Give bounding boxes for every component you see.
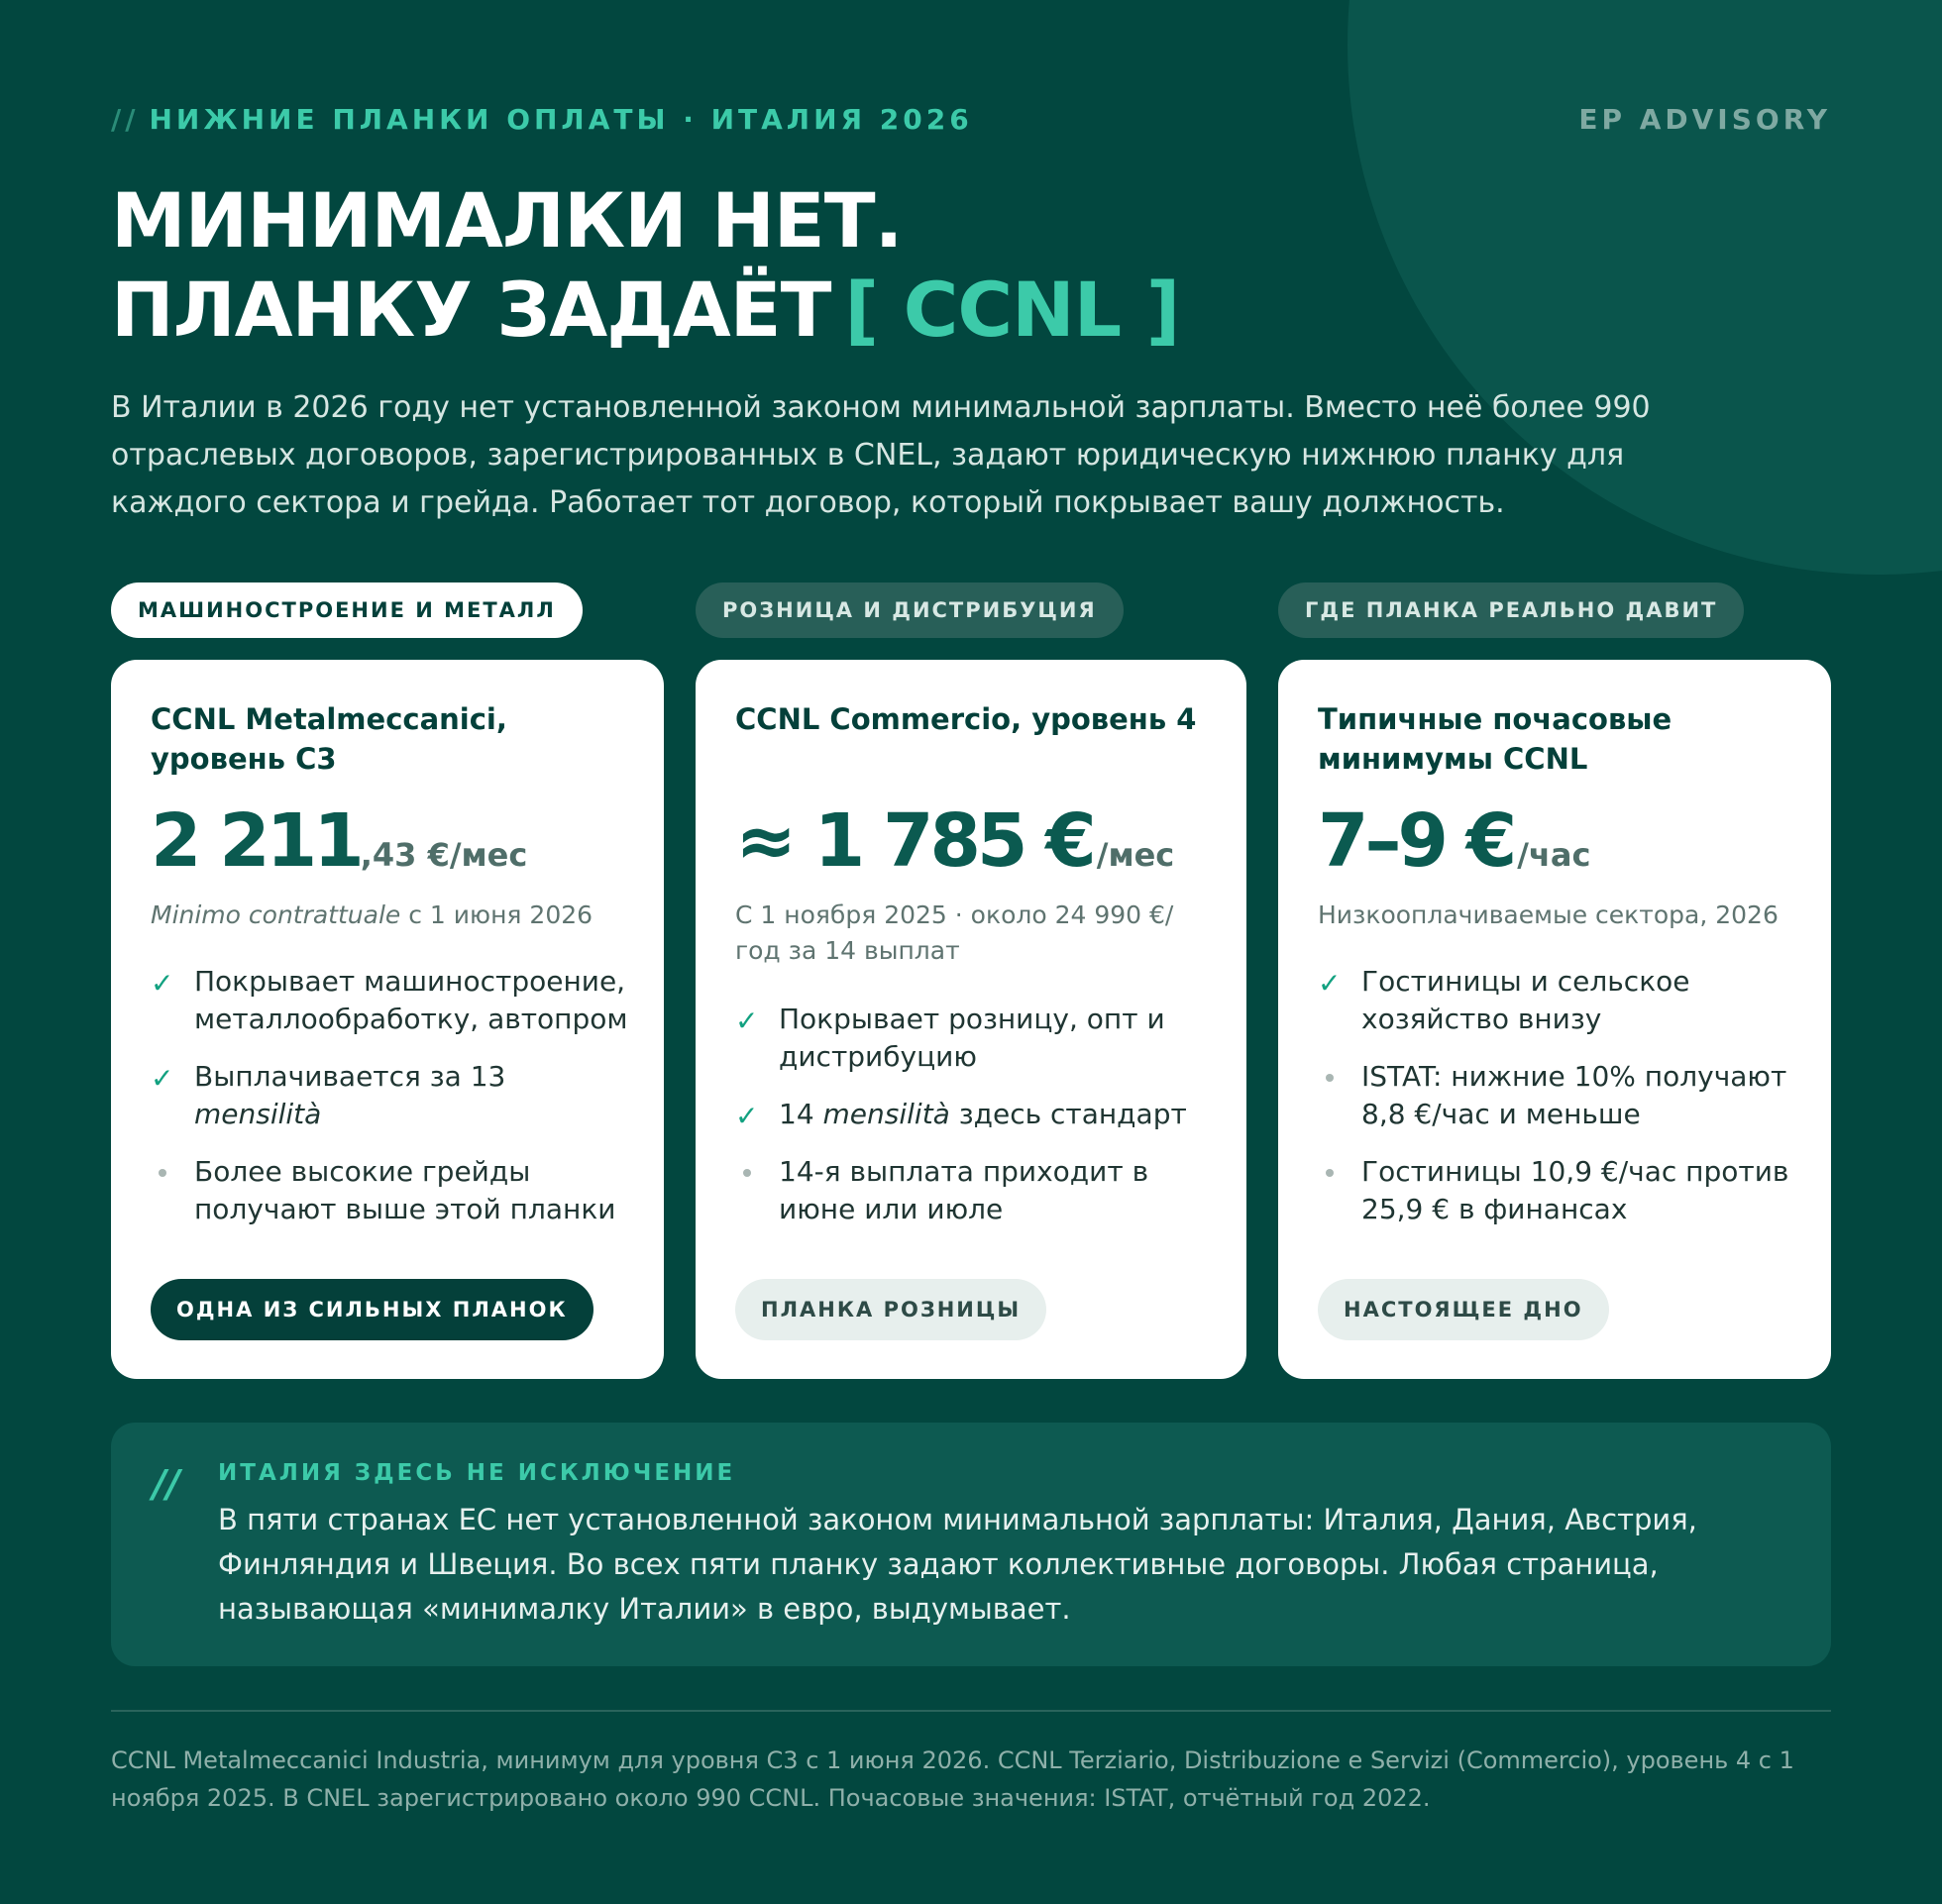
infographic	[111, 0, 1831, 1904]
card-title: Типичные почасовые минимумы CCNL	[1318, 702, 1672, 776]
list-item-text: Гостиницы и сельское хозяйство внизу	[1361, 965, 1690, 1035]
headline-accent: [ CCNL ]	[844, 265, 1180, 354]
lead-paragraph: В Италии в 2026 году нет установленной законом минимальной зарплаты. Вместо неё более 990 отраслевых договоров, зарегистрированных в CNEL, задают юридическую нижнюю планку для каждого сектора и грейда. Работает тот договор, который покрывает вашу должность.	[111, 390, 1651, 520]
feature-list	[151, 963, 636, 1248]
retail-floor-button[interactable]: ПЛАНКА РОЗНИЦЫ	[735, 1279, 1046, 1340]
card-title: CCNL Commercio, уровень 4	[735, 702, 1197, 736]
divider	[111, 1710, 1831, 1712]
card-metalmeccanici	[111, 660, 664, 1379]
brand-logo-text: EP ADVISORY	[1578, 103, 1831, 136]
card-subtitle: С 1 ноября 2025 · около 24 990 €/год за 14 выплат	[735, 900, 1174, 965]
bullet-dot-icon	[1326, 1074, 1334, 1082]
list-item-text: Гостиницы 10,9 €/час против 25,9 € в финансах	[1361, 1155, 1789, 1225]
feature-list	[735, 1001, 1221, 1248]
card-title: CCNL Metalmeccanici, уровень C3	[151, 702, 507, 776]
value-main: 2 211	[151, 798, 361, 884]
footnote: CCNL Metalmeccanici Industria, минимум для уровня C3 с 1 июня 2026. CCNL Terziario, Distribuzione e Servizi (Commercio), уровень 4 с 1 ноября 2025. В CNEL зарегистрировано около 990 CCNL. Почасовые значения: ISTAT, отчётный год 2022.	[111, 1746, 1794, 1812]
check-icon: ✓	[735, 1005, 759, 1037]
eyebrow-text: НИЖНИЕ ПЛАНКИ ОПЛАТЫ · ИТАЛИЯ 2026	[149, 103, 973, 136]
list-item-text: Более высокие грейды получают выше этой планки	[194, 1155, 616, 1225]
list-item	[735, 1001, 1221, 1076]
bullet-dot-icon	[159, 1169, 166, 1177]
list-item-text: ISTAT: нижние 10% получают 8,8 €/час и меньше	[1361, 1060, 1787, 1130]
card-value	[1318, 798, 1590, 884]
headline-line-1: МИНИМАЛКИ НЕТ.	[111, 176, 903, 264]
list-item	[151, 1153, 636, 1228]
value-unit: /час	[1517, 836, 1591, 874]
card-value	[151, 798, 527, 884]
value-main: 7–9 €	[1318, 798, 1514, 884]
list-item	[1318, 1153, 1803, 1228]
bullet-dot-icon	[1326, 1169, 1334, 1177]
callout-note	[111, 1423, 1831, 1666]
note-text: В пяти странах ЕС нет установленной законом минимальной зарплаты: Италия, Дания, Австрия, Финляндия и Швеция. Во всех пяти планку задают коллективные договоры. Любая страница, называющая «минималку Италии» в евро, выдумывает.	[218, 1503, 1697, 1626]
strong-floor-button[interactable]: ОДНА ИЗ СИЛЬНЫХ ПЛАНОК	[151, 1279, 593, 1340]
list-item	[151, 963, 636, 1038]
headline-line-2	[111, 265, 1179, 355]
list-item	[735, 1096, 1221, 1133]
card-subtitle	[151, 898, 626, 933]
real-floor-button[interactable]: НАСТОЯЩЕЕ ДНО	[1318, 1279, 1609, 1340]
feature-list	[1318, 963, 1803, 1248]
subtitle-rest: с 1 июня 2026	[400, 900, 593, 929]
list-item-text: 14-я выплата приходит в июне или июле	[779, 1155, 1149, 1225]
list-item-text: Выплачивается за 13	[194, 1060, 506, 1093]
bullet-dot-icon	[743, 1169, 751, 1177]
check-icon: ✓	[1318, 967, 1342, 1000]
eyebrow	[111, 103, 973, 136]
list-item	[151, 1058, 636, 1133]
list-item-text: Покрывает машиностроение, металлообработку, автопром	[194, 965, 628, 1035]
value-unit: /мес	[1096, 836, 1175, 874]
card-subtitle: Низкооплачиваемые сектора, 2026	[1318, 900, 1779, 929]
note-title: ИТАЛИЯ ЗДЕСЬ НЕ ИСКЛЮЧЕНИЕ	[218, 1460, 736, 1486]
list-item-italic: mensilità	[822, 1098, 950, 1130]
list-item-italic: mensilità	[194, 1098, 322, 1130]
tag-where-floor-bites[interactable]: ГДЕ ПЛАНКА РЕАЛЬНО ДАВИТ	[1278, 582, 1744, 638]
headline-line-2-text: ПЛАНКУ ЗАДАЁТ	[111, 265, 831, 354]
list-item	[1318, 1058, 1803, 1133]
check-icon: ✓	[151, 1062, 174, 1095]
check-icon: ✓	[735, 1100, 759, 1132]
subtitle-italic: Minimo contrattuale	[151, 900, 401, 929]
value-main: ≈ 1 785 €	[735, 798, 1093, 884]
list-item	[735, 1153, 1221, 1228]
list-item-text-after: здесь стандарт	[949, 1098, 1187, 1130]
card-hourly-minimums	[1278, 660, 1831, 1379]
eyebrow-slashes: //	[111, 103, 140, 136]
card-value	[735, 798, 1174, 884]
list-item-text: Покрывает розницу, опт и дистрибуцию	[779, 1003, 1165, 1073]
slash-icon: //	[153, 1462, 180, 1506]
tag-engineering-metal[interactable]: МАШИНОСТРОЕНИЕ И МЕТАЛЛ	[111, 582, 583, 638]
list-item	[1318, 963, 1803, 1038]
page-title	[111, 176, 1179, 355]
card-commercio	[696, 660, 1246, 1379]
tag-retail-distribution[interactable]: РОЗНИЦА И ДИСТРИБУЦИЯ	[696, 582, 1124, 638]
list-item-text: 14	[779, 1098, 823, 1130]
value-decimal: ,43 €/мес	[360, 836, 528, 874]
check-icon: ✓	[151, 967, 174, 1000]
